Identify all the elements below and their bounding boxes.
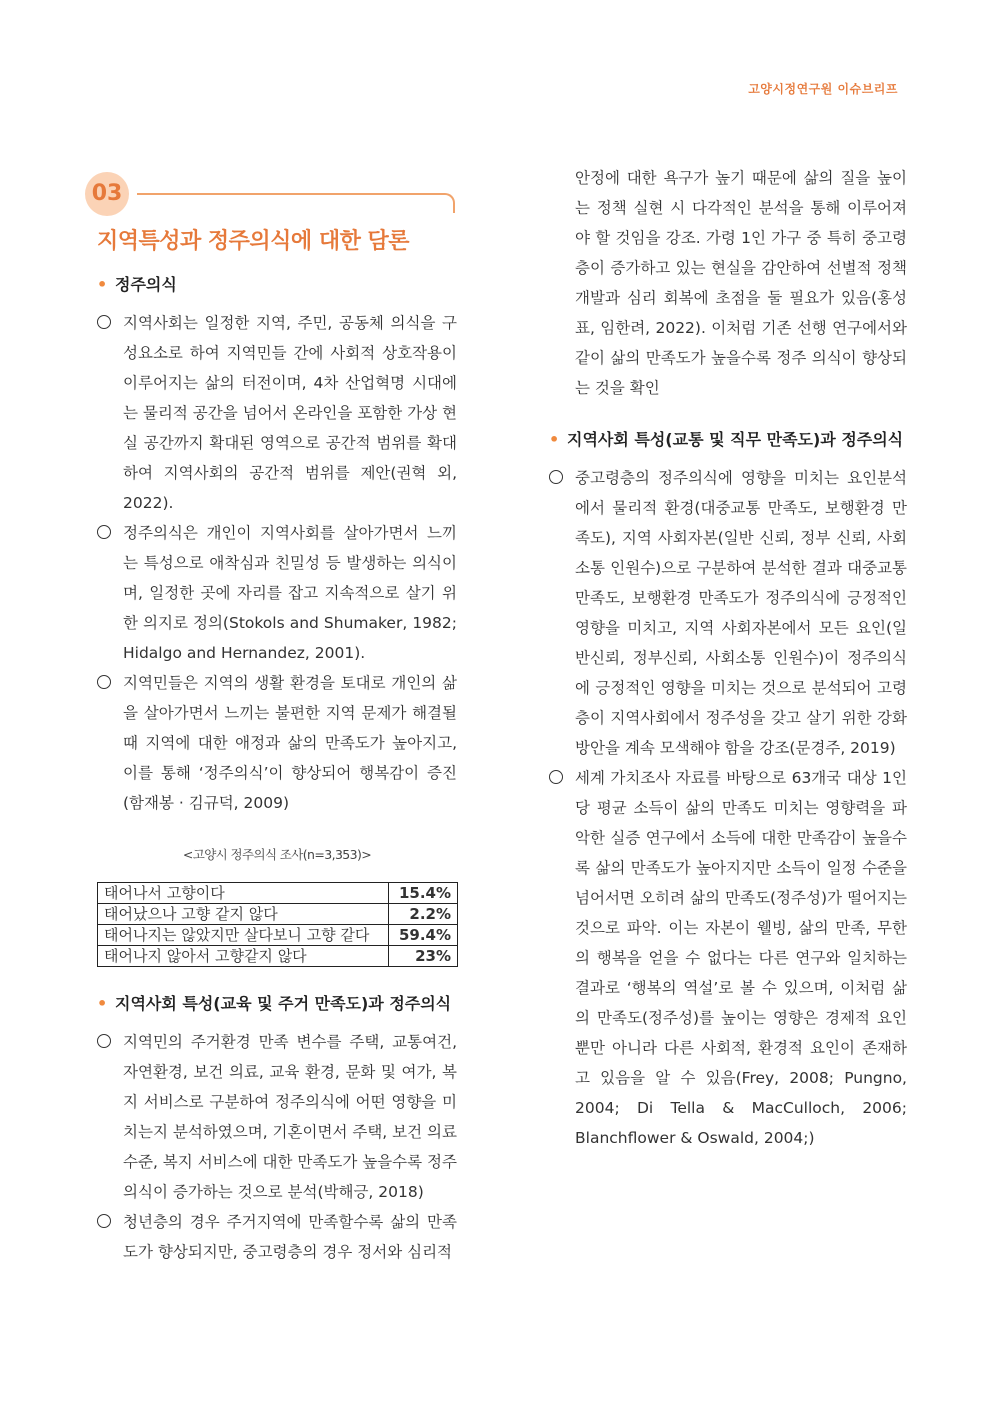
table-cell-label: 태어나서 고향이다: [98, 883, 389, 904]
survey-table: [97, 882, 458, 967]
paragraph-text: 지역민의 주거환경 만족 변수를 주택, 교통여건, 자연환경, 보건 의료, 교육 환경, 문화 및 여가, 복지 서비스로 구분하여 정주의식에 어떤 영향을 미치는지 분석하였으며, 기혼이면서 주택, 보건 의료 수준, 복지 서비스에 대한 만족도가 높을수록 정주의식이 증가하는 것으로 분석(박해긍, 2018): [123, 1033, 457, 1201]
circle-bullet-icon: [97, 315, 111, 329]
subheading-transport-job: [549, 425, 907, 455]
paragraph-text: 지역사회는 일정한 지역, 주민, 공동체 의식을 구성요소로 하여 지역민들 간에 사회적 상호작용이 이루어지는 삶의 터전이며, 4차 산업혁명 시대에는 물리적 공간을 넘어서 온라인을 포함한 가상 현실 공간까지 확대된 영역으로 공간적 범위를 확대하여 지역사회의 공간적 범위를 제안(권혁 외, 2022).: [123, 314, 457, 512]
table-cell-value: 59.4%: [389, 925, 458, 946]
page-header: 고양시정연구원 이슈브리프: [748, 82, 898, 96]
paragraph-residence-definition: [97, 518, 457, 668]
circle-bullet-icon: [97, 675, 111, 689]
paragraph-housing-environment: [97, 1027, 457, 1207]
paragraph-elderly-factors: [549, 463, 907, 763]
subheading-text: 지역사회 특성(교통 및 직무 만족도)과 정주의식: [567, 430, 904, 449]
table-cell-value: 2.2%: [389, 904, 458, 925]
subheading-text: 지역사회 특성(교육 및 주거 만족도)과 정주의식: [115, 994, 452, 1013]
table-cell-label: 태어나지 않아서 고향같지 않다: [98, 946, 389, 967]
paragraph-continuation: 안정에 대한 욕구가 높기 때문에 삶의 질을 높이는 정책 실현 시 다각적인 분석을 통해 이루어져야 할 것임을 강조. 가령 1인 가구 중 특히 중고령층이 증가하고 있는 현실을 감안하여 선별적 정책 개발과 심리 회복에 초점을 둘 필요가 있음(홍성표, 임한려, 2022). 이처럼 기존 선행 연구에서와 같이 삶의 만족도가 높을수록 정주 의식이 향상되는 것을 확인: [575, 169, 907, 397]
section-divider-line: [137, 193, 455, 213]
bullet-dot-icon: •: [97, 275, 108, 294]
section-title: 지역특성과 정주의식에 대한 담론: [97, 229, 410, 254]
circle-bullet-icon: [549, 770, 563, 784]
table-row: [98, 925, 458, 946]
subheading-residence-awareness: [97, 270, 457, 300]
paragraph-text: 중고령층의 정주의식에 영향을 미치는 요인분석에서 물리적 환경(대중교통 만족도, 보행환경 만족도), 지역 사회자본(일반 신뢰, 정부 신뢰, 사회 소통 인원수)으로 구분하여 분석한 결과 대중교통 만족도, 보행환경 만족도가 정주의식에 긍정적인 영향을 미치고, 지역 사회자본에서 모든 요인(일반신뢰, 정부신뢰, 사회소통 인원수)이 정주의식에 긍정적인 영향을 미치는 것으로 분석되어 고령층이 지역사회에서 정주성을 갖고 살기 위한 강화 방안을 계속 모색해야 함을 강조(문경주, 2019): [575, 469, 907, 757]
paragraph-text: 정주의식은 개인이 지역사회를 살아가면서 느끼는 특성으로 애착심과 친밀성 등 발생하는 의식이며, 일정한 곳에 자리를 잡고 지속적으로 살기 위한 의지로 정의(Stokols and Shumaker, 1982; Hidalgo and Hernandez, 2001).: [123, 524, 457, 662]
section-number-badge: 03: [85, 172, 129, 216]
subheading-education-housing: [97, 989, 457, 1019]
circle-bullet-icon: [549, 470, 563, 484]
table-cell-label: 태어나지는 않았지만 살다보니 고향 같다: [98, 925, 389, 946]
table-caption: <고양시 정주의식 조사(n=3,353)>: [182, 847, 372, 862]
table-row: [98, 883, 458, 904]
paragraph-residents-satisfaction: [97, 668, 457, 818]
circle-bullet-icon: [97, 1214, 111, 1228]
circle-bullet-icon: [97, 525, 111, 539]
subheading-text: 정주의식: [115, 275, 177, 294]
right-column: [549, 163, 907, 1153]
table-row: [98, 946, 458, 967]
bullet-dot-icon: •: [97, 994, 108, 1013]
bullet-dot-icon: •: [549, 430, 560, 449]
paragraph-community-definition: [97, 308, 457, 518]
table-cell-value: 23%: [389, 946, 458, 967]
paragraph-text: 청년층의 경우 주거지역에 만족할수록 삶의 만족도가 향상되지만, 중고령층의 경우 정서와 심리적: [123, 1213, 457, 1261]
paragraph-text: 지역민들은 지역의 생활 환경을 토대로 개인의 삶을 살아가면서 느끼는 불편한 지역 문제가 해결될 때 지역에 대한 애정과 삶의 만족도가 높아지고, 이를 통해 ‘정주의식’이 향상되어 행복감이 증진(함재봉 · 김규덕, 2009): [123, 674, 457, 812]
paragraph-youth-elderly: [97, 1207, 457, 1267]
paragraph-text: 세계 가치조사 자료를 바탕으로 63개국 대상 1인당 평균 소득이 삶의 만족도 미치는 영향력을 파악한 실증 연구에서 소득에 대한 만족감이 높을수록 삶의 만족도가 높아지지만 소득이 일정 수준을 넘어서면 오히려 삶의 만족도(정주성)가 떨어지는 것으로 파악. 이는 자본이 웰빙, 삶의 만족, 무한의 행복을 얻을 수 없다는 다른 연구와 일치하는 결과로 ‘행복의 역설’로 볼 수 있으며, 이처럼 삶의 만족도(정주성)를 높이는 영향은 경제적 요인뿐만 아니라 다른 사회적, 환경적 요인이 존재하고 있음을 알 수 있음(Frey, 2008; Pungno, 2004; Di Tella & MacCulloch, 2006; Blanchflower & Oswald, 2004;): [575, 769, 907, 1147]
table-cell-value: 15.4%: [389, 883, 458, 904]
circle-bullet-icon: [97, 1034, 111, 1048]
table-cell-label: 태어났으나 고향 같지 않다: [98, 904, 389, 925]
paragraph-world-values: [549, 763, 907, 1153]
left-column: [97, 270, 457, 1267]
table-row: [98, 904, 458, 925]
